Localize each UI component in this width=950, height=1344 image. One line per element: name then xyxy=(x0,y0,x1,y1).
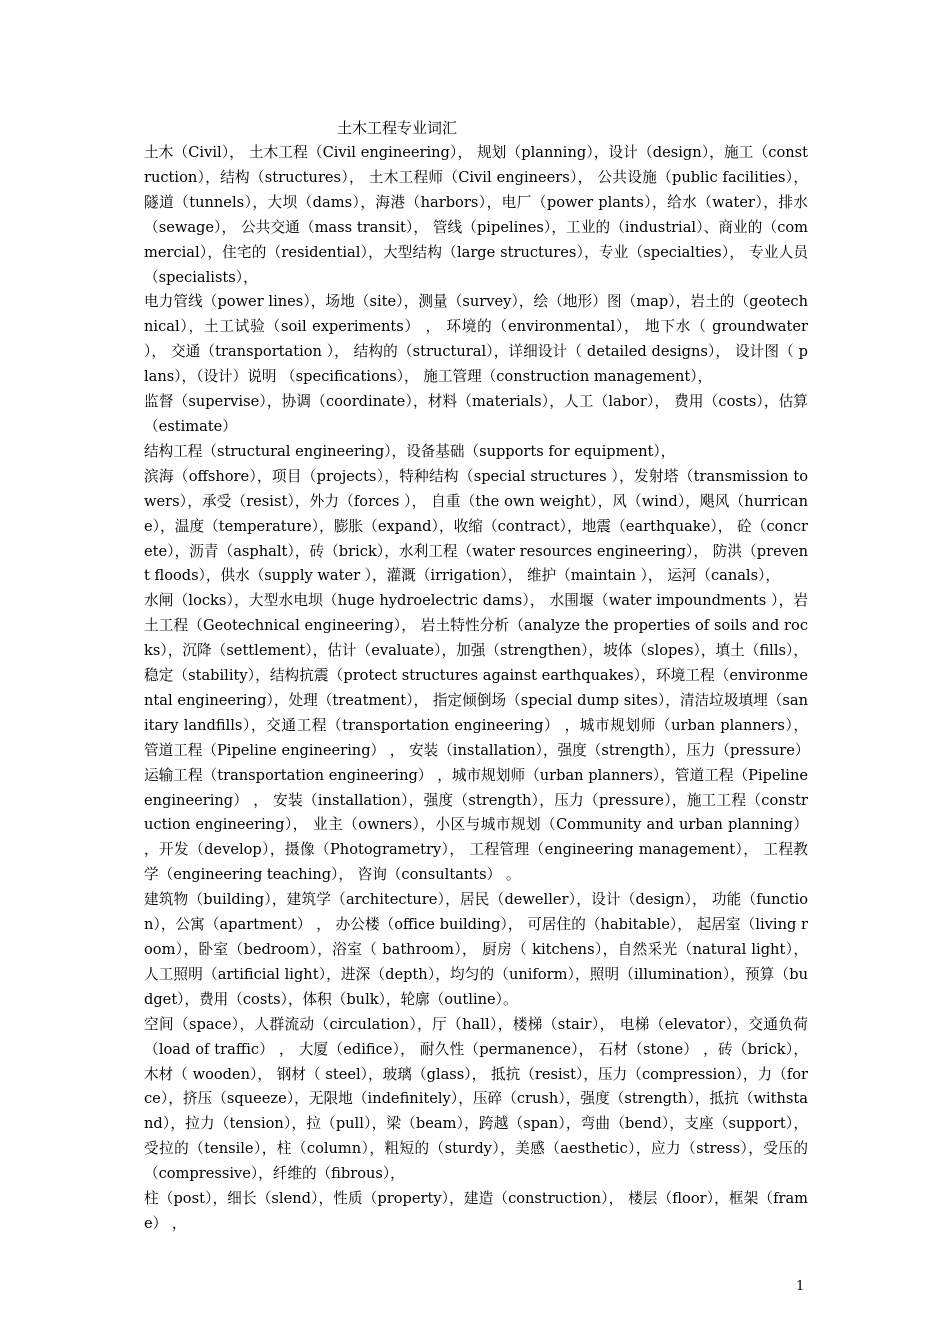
paragraph: 结构工程（structural engineering），设备基础（supports for equipment）， xyxy=(144,442,676,460)
paragraph: 空间（space），人群流动（circulation），厅（hall），楼梯（stair）， 电梯（elevator），交通负荷（load of traffic） ， 大厦（edifice）， 耐久性（permanence）， 石材（stone） ，砖（brick），木材（ wooden）， 钢材（ steel），玻璃（glass）， 抵抗（resist），压力（compression），力（force），挤压（squeeze），无限地（indefinitely），压碎（crush），强度（strength），抵抗（withstand），拉力（tension），拉（pull），梁（beam），跨越（span），弯曲（bend），支座（support），受拉的（tensile），柱（column），粗短的（sturdy），美感（aesthetic），应力（stress），受压的（compressive），纤维的（fibrous）， xyxy=(144,1015,808,1183)
paragraph: 柱（post），细长（slend），性质（property），建造（construction）， 楼层（floor），框架（frame） ， xyxy=(144,1190,808,1232)
paragraph: 滨海（offshore），项目（projects），特种结构（special structures ），发射塔（transmission towers），承受（resist），外力（forces ）， 自重（the own weight），风（wind），飓风（hurricane），温度（temperature），膨胀（expand），收缩（contract），地震（earthquake）， 砼（concrete），沥青（asphalt），砖（brick），水利工程（water resources engineering）， 防洪（prevent floods），供水（supply water ），灌溉（irrigation）， 维护（maintain ）， 运河（canals）， xyxy=(144,467,808,585)
paragraph: 监督（supervise），协调（coordinate），材料（materials），人工（labor）， 费用（costs），估算（estimate） xyxy=(144,393,808,435)
page-number: 1 xyxy=(796,1279,805,1294)
document-title: 土木工程专业词汇 xyxy=(337,119,458,137)
paragraph: 运输工程（transportation engineering） ，城市规划师（urban planners），管道工程（Pipeline engineering） ， 安装（installation），强度（strength），压力（pressure），施工工程（construction engineering）， 业主（owners），小区与城市规划（Community and urban planning） ，开发（develop），摄像（Photogrametry）， 工程管理（engineering management）， 工程教学（engineering teaching）， 咨询（consultants） 。 xyxy=(144,766,808,884)
document-body xyxy=(144,141,808,1237)
paragraph: 建筑物（building），建筑学（architecture），居民（deweller），设计（design）， 功能（function），公寓（apartment） ， 办公楼（office building）， 可居住的（habitable）， 起居室（living room），卧室（bedroom），浴室（ bathroom）， 厨房（ kitchens），自然采光（natural light）， 人工照明（artificial light），进深（depth），均匀的（uniform），照明（illumination），预算（budget），费用（costs），体积（bulk），轮廓（outline）。 xyxy=(144,891,808,1008)
paragraph: 水闸（locks），大型水电坝（huge hydroelectric dams）， 水围堰（water impoundments ），岩土工程（Geotechnical engineering）， 岩土特性分析（analyze the properties of soils and rocks），沉降（settlement），估计（evaluate），加强（strengthen），坡体（slopes），填土（fills），稳定（stability），结构抗震（protect structures against earthquakes），环境工程（environmental engineering），处理（treatment）， 指定倾倒场（special dump sites），清洁垃圾填埋（sanitary landfills），交通工程（transportation engineering） ，城市规划师（urban planners），管道工程（Pipeline engineering） ， 安装（installation），强度（strength），压力（pressure） xyxy=(144,592,810,759)
paragraph: 土木（Civil）， 土木工程（Civil engineering）， 规划（planning），设计（design），施工（construction），结构（structures）， 土木工程师（Civil engineers）， 公共设施（public facilities）， 隧道（tunnels），大坝（dams），海港（harbors），电厂（power plants），给水（water），排水（sewage）， 公共交通（mass transit）， 管线（pipelines），工业的（industrial）、商业的（commercial），住宅的（residential），大型结构（large structures），专业（specialties）， 专业人员（specialists）， xyxy=(144,144,808,286)
paragraph: 电力管线（power lines），场地（site），测量（survey），绘（地形）图（map），岩土的（geotechnical），土工试验（soil experiments） ， 环境的（environmental）， 地下水（ groundwater ）， 交通（transportation ）， 结构的（structural），详细设计（ detailed designs）， 设计图（ plans），（设计）说明 （specifications）， 施工管理（construction management）， xyxy=(144,293,808,386)
